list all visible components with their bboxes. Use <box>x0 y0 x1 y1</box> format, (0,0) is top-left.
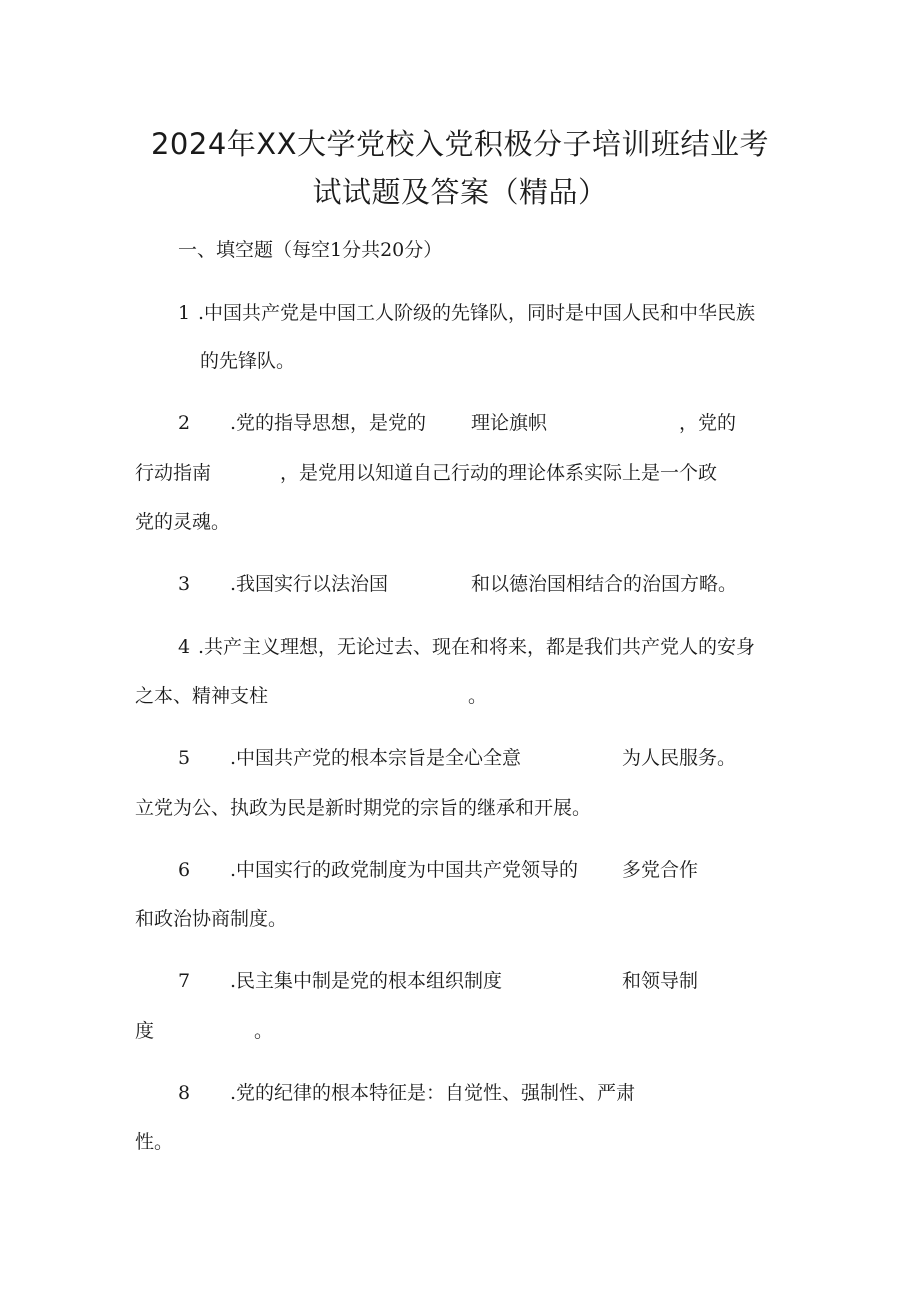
question-6-text: .中国实行的政党制度为中国共产党领导的 <box>230 859 579 881</box>
question-2-number: 2 <box>178 412 191 434</box>
question-2-text-b: ，党的 <box>679 412 737 434</box>
question-3-text-b: 和以德治国相结合的治国方略。 <box>471 573 738 595</box>
question-7-number: 7 <box>178 970 191 992</box>
question-8-text-b: 性。 <box>135 1131 174 1153</box>
question-5-text-b: 为人民服务。 <box>622 747 737 769</box>
question-6-answer: 多党合作 <box>622 859 699 881</box>
question-1-text: .中国共产党是中国工人阶级的先锋队，同时是中国人民和中华民族 <box>198 302 756 324</box>
question-4-number: 4 <box>178 636 191 658</box>
document-title-line-1: 2024年XX大学党校入党积极分子培训班结业考 <box>150 127 770 161</box>
question-8-text: .党的纪律的根本特征是：自觉性、强制性、严肃 <box>230 1082 636 1104</box>
question-3-number: 3 <box>178 573 191 595</box>
question-6-number: 6 <box>178 859 191 881</box>
question-6-text-b: 和政治协商制度。 <box>135 908 288 930</box>
document-title-line-2: 试试题及答案（精品） <box>312 175 608 209</box>
question-2-answer-1: 理论旗帜 <box>471 412 548 434</box>
question-2-text: .党的指导思想，是党的 <box>230 412 427 434</box>
question-5-number: 5 <box>178 747 191 769</box>
question-7-text-d: 。 <box>254 1020 274 1042</box>
question-3-text: .我国实行以法治国 <box>230 573 389 595</box>
question-7-text-b: 和领导制 <box>622 970 699 992</box>
question-2-answer-2: 行动指南 <box>135 462 212 484</box>
question-4-text: .共产主义理想，无论过去、现在和将来，都是我们共产党人的安身 <box>198 636 756 658</box>
question-1-text-cont: 的先锋队。 <box>200 350 296 372</box>
question-7-text: .民主集中制是党的根本组织制度 <box>230 970 503 992</box>
question-1-number: 1 <box>178 302 191 324</box>
question-5-text-c: 立党为公、执政为民是新时期党的宗旨的继承和开展。 <box>135 797 592 819</box>
question-7-text-c: 度 <box>135 1020 155 1042</box>
question-4-text-c: 。 <box>468 685 488 707</box>
question-8-number: 8 <box>178 1082 191 1104</box>
question-2-text-d: 党的灵魂。 <box>135 511 231 533</box>
question-5-text: .中国共产党的根本宗旨是全心全意 <box>230 747 522 769</box>
section-heading: 一、填空题（每空1分共20分） <box>178 239 443 261</box>
question-4-text-b: 之本、精神支柱 <box>135 685 269 707</box>
question-2-text-c: ，是党用以知道自己行动的理论体系实际上是一个政 <box>280 462 718 484</box>
